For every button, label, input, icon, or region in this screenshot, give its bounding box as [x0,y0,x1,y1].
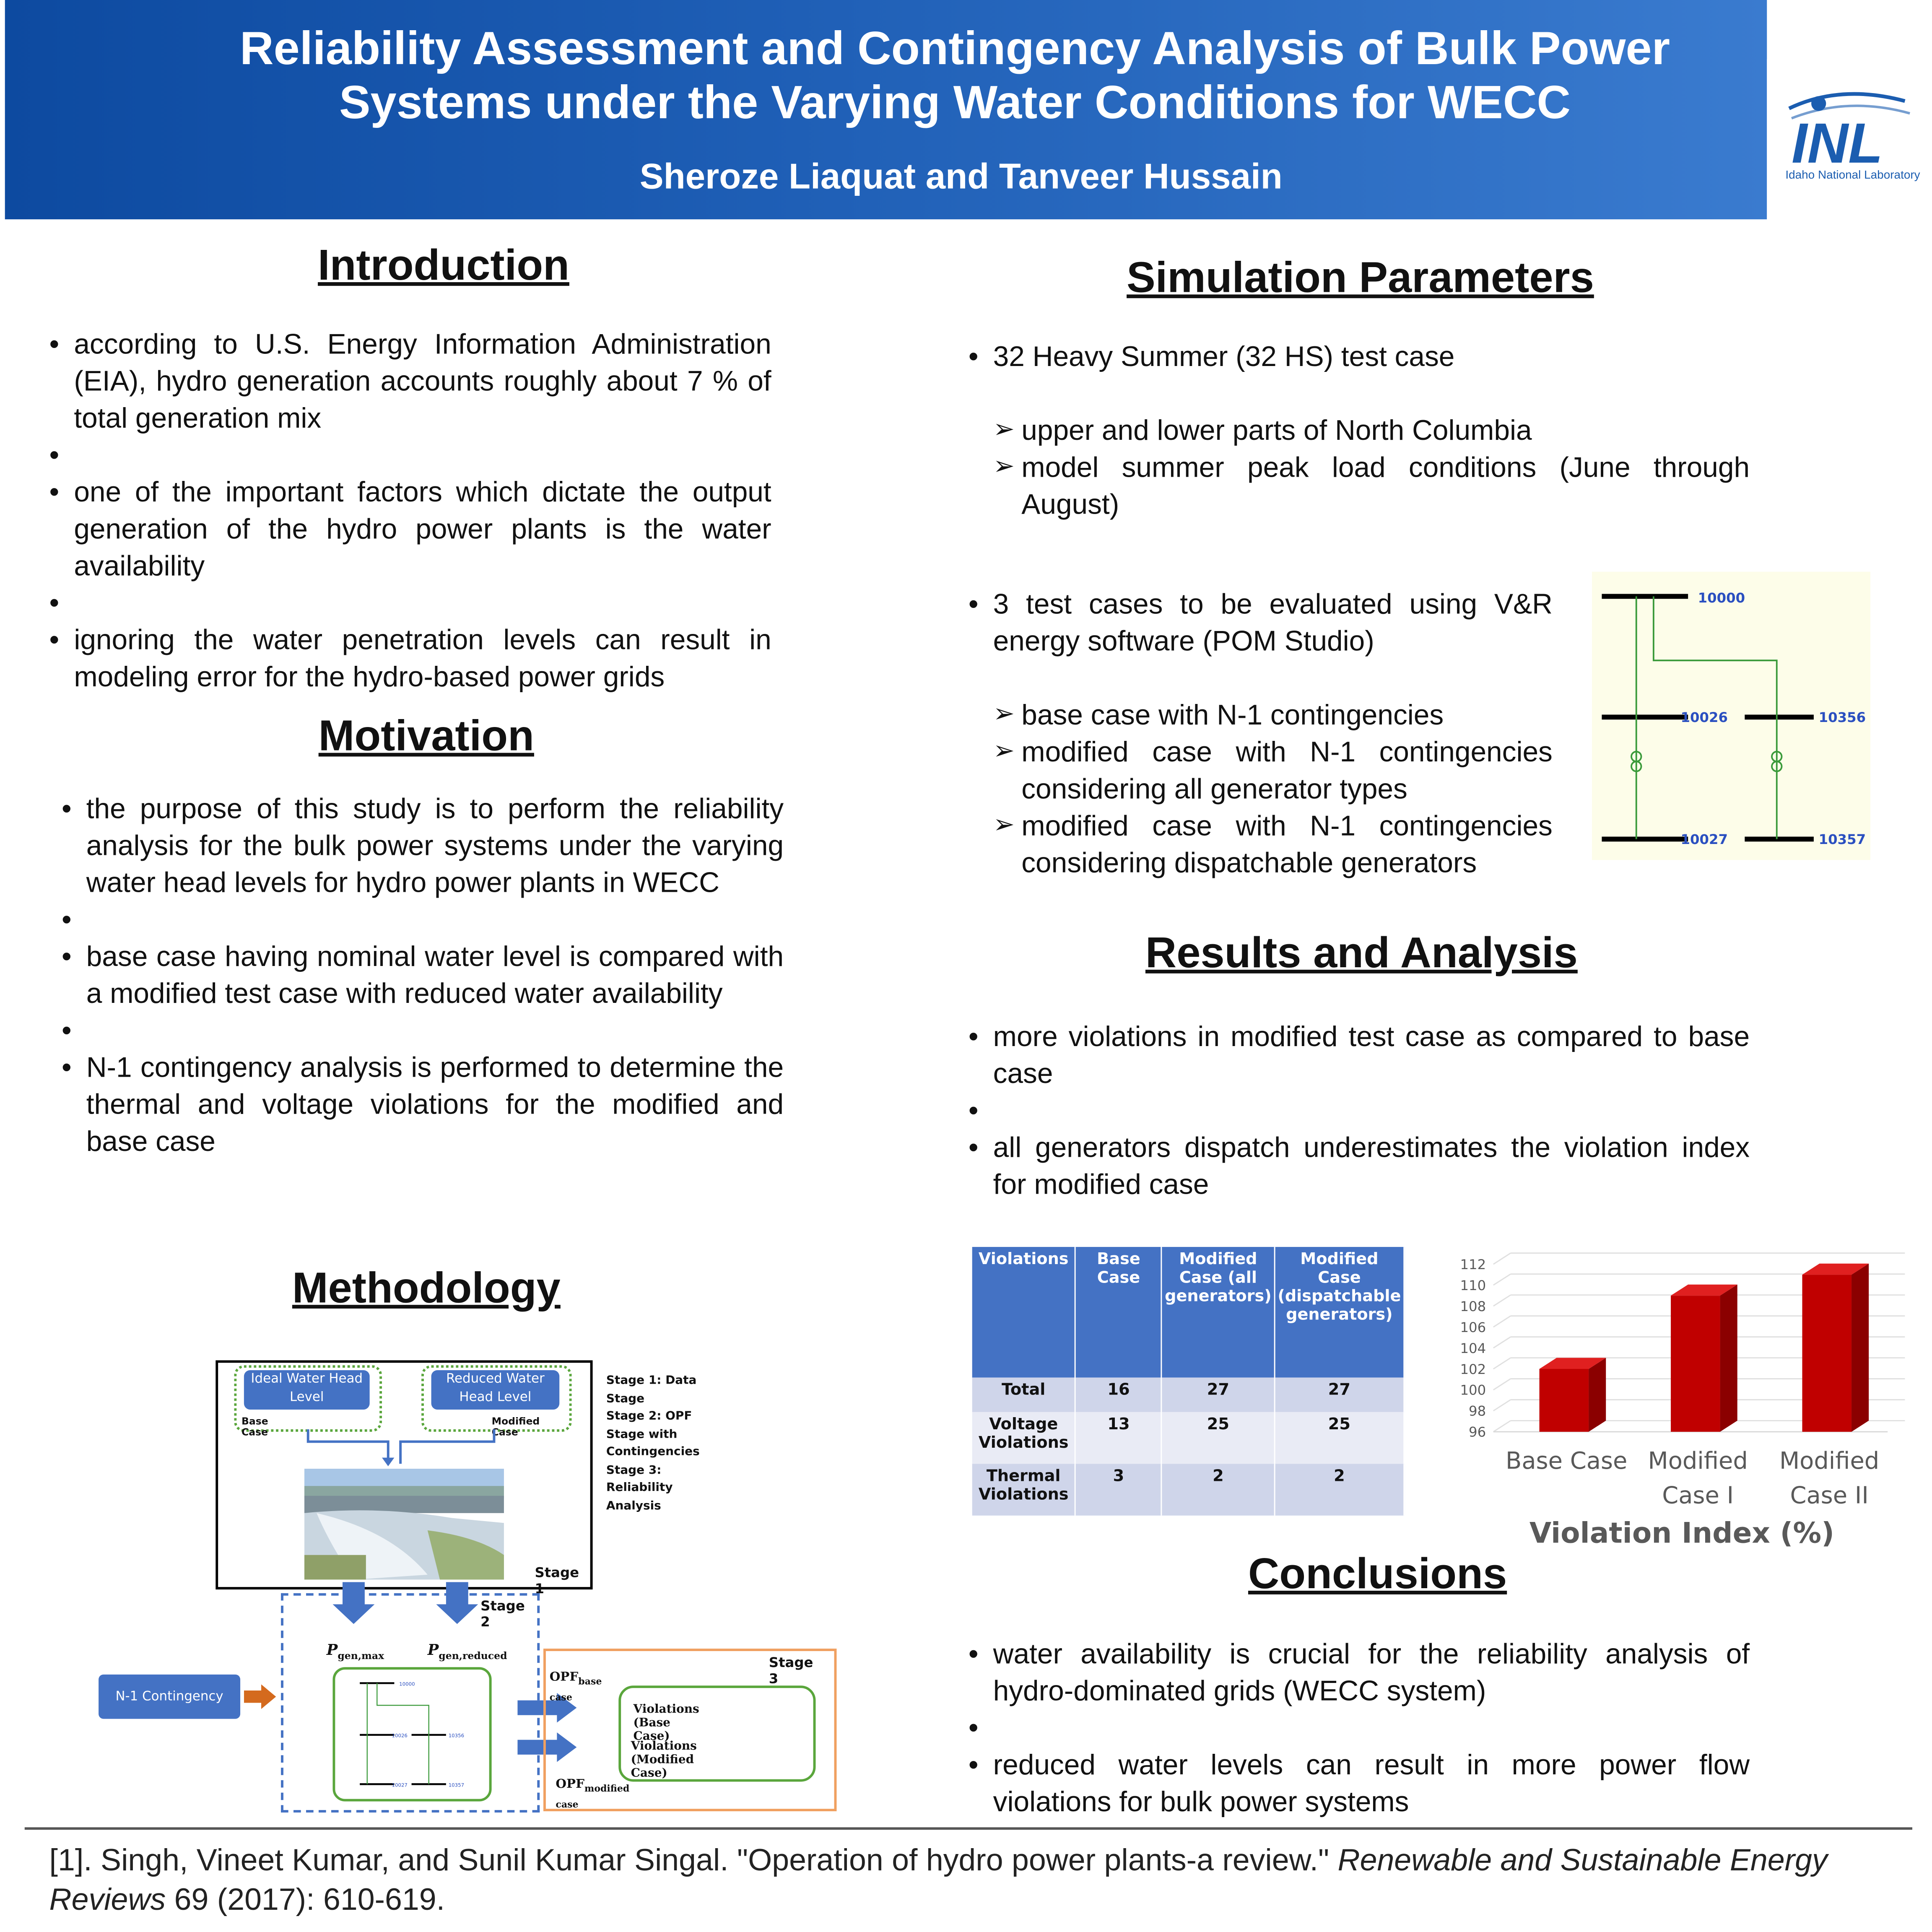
pgen-max-label: $P_{gen,max}$ [326,1641,384,1662]
inl-logo [1767,59,1932,219]
list-item: • according to U.S. Energy Information Administration (EIA), hydro generation accounts roughly about 7 % of total generation mix [49,325,771,436]
modified-case-label: Modified Case [491,1415,540,1438]
table-row: Voltage Violations 13 25 25 [972,1412,1404,1464]
conclusions-heading: Conclusions [1248,1550,1507,1598]
grid-line [1493,1379,1511,1390]
bus-label: 10027 [1680,831,1728,848]
table-header-row [972,1247,1404,1378]
y-tick-label: 100 [1460,1382,1486,1398]
list-item: • one of the important factors which dictate the output generation of the hydro power plants is the water availability [49,473,771,584]
authors: Sheroze Liaquat and Tanveer Hussain [639,158,1283,197]
stage1-label: Stage 1 [535,1565,579,1597]
grid-line [1493,1420,1511,1431]
results-list [969,1018,1750,1202]
y-tick-label: 110 [1460,1277,1486,1293]
grid-line [1493,1295,1511,1306]
violation-index-chart [1429,1230,1922,1516]
bar-side [1852,1264,1869,1432]
grid-line [1493,1253,1511,1264]
grid-line [1493,1400,1511,1410]
violations-modified-label: Violations (Modified Case) [631,1740,697,1781]
table-header: Violations [972,1247,1075,1378]
table-row: Thermal Violations 3 2 2 [972,1464,1404,1515]
motivation-list [62,790,784,1160]
list-item: • 32 Heavy Summer (32 HS) test case ➢ upper and lower parts of North Columbia ➢ model summer peak load conditions (June through August) [969,338,1750,522]
y-tick-label: 106 [1460,1319,1486,1335]
sub-list-item: ➢ base case with N-1 contingencies [993,696,1553,733]
dam-photo [304,1469,504,1579]
mini-network-diagram [348,1673,478,1792]
reduced-water-box: Reduced Water Head Level [431,1370,560,1410]
stage-list-item: Stage 3: Reliability Analysis [606,1463,673,1513]
network-one-line-diagram [1592,572,1870,860]
list-item: • more violations in modified test case as compared to base case [969,1018,1750,1091]
bar [1540,1369,1589,1432]
footer-divider [25,1827,1912,1830]
svg-text:10026: 10026 [392,1732,408,1739]
inl-logo-icon [1767,59,1932,182]
opf-modified-label: $OPF_{modified case}$ [556,1778,630,1810]
svg-text:10356: 10356 [448,1732,465,1739]
list-item: • N-1 contingency analysis is performed to determine the thermal and voltage violations for the modified and base case [62,1049,784,1159]
poster-title [0,22,1910,131]
base-case-label: Base Case [242,1415,268,1438]
svg-text:10027: 10027 [392,1782,408,1788]
sub-list [993,412,1750,522]
violations-table [972,1247,1405,1516]
ideal-water-box: Ideal Water Head Level [244,1370,370,1410]
simulation-list-1 [969,338,1750,522]
bar [1802,1275,1852,1432]
grid-line [1493,1337,1511,1348]
bus-label: 10000 [1698,590,1745,606]
list-item: • ignoring the water penetration levels can result in modeling error for the hydro-based power grids [49,621,771,695]
n1-contingency-box: N-1 Contingency [99,1675,240,1719]
sub-list-item: ➢ modified case with N-1 contingencies considering all generator types [993,733,1553,807]
svg-text:10357: 10357 [448,1782,465,1788]
introduction-heading: Introduction [318,242,569,290]
sub-list-item: ➢ upper and lower parts of North Columbia [993,412,1750,449]
simulation-list-2 [969,585,1553,881]
conclusions-list [969,1635,1750,1820]
grid-line [1493,1274,1511,1285]
connector-lines [216,1360,597,1471]
y-tick-label: 108 [1460,1298,1486,1314]
x-tick-label: Modified [1648,1447,1748,1475]
list-item: • water availability is crucial for the reliability analysis of hydro-dominated grids (WECC system) [969,1635,1750,1709]
logo-subtitle: Idaho National Laboratory [1785,169,1920,182]
table-header: Modified Case (dispatchable generators) [1275,1247,1404,1378]
methodology-heading: Methodology [292,1264,561,1312]
grid-line [1493,1358,1511,1369]
x-tick-label: Modified [1779,1447,1880,1475]
motivation-heading: Motivation [318,712,534,761]
sub-list [993,696,1553,881]
violations-base-label: Violations (Base Case) [633,1703,699,1744]
title-line-2: Systems under the Varying Water Conditions for WECC [339,78,1571,130]
list-item: • base case having nominal water level is compared with a modified test case with reduced water availability [62,937,784,1011]
stage-list-item: Stage 2: OPF Stage with Contingencies [606,1409,700,1459]
x-tick-label: Base Case [1506,1447,1628,1475]
x-tick-label: Case I [1662,1482,1734,1509]
bus-label: 10357 [1818,831,1866,848]
bus-label: 10356 [1818,709,1866,726]
y-tick-label: 98 [1469,1403,1486,1419]
reference: [1]. Singh, Vineet Kumar, and Sunil Kumar Singal. "Operation of hydro power plants-a review." Renewable and Sustainable Energy Reviews 69 (2017): 610-619. [49,1843,1828,1917]
introduction-list [49,325,771,695]
svg-text:10000: 10000 [399,1681,415,1687]
opf-base-label: $OPF_{base case}$ [549,1671,602,1703]
bar-side [1589,1358,1606,1432]
table-header: Modified Case (all generators) [1162,1247,1275,1378]
bus-label: 10026 [1680,709,1728,726]
results-heading: Results and Analysis [1145,929,1578,977]
list-item: • 3 test cases to be evaluated using V&R energy software (POM Studio) ➢ base case with N-1 contingencies ➢ modified case with N-1 contingencies considering all generator types ➢ modified case with N-1 contingencies considering dispatchable generators [969,585,1553,881]
list-item: • reduced water levels can result in more power flow violations for bulk power systems [969,1746,1750,1820]
x-tick-label: Case II [1790,1482,1869,1509]
y-tick-label: 104 [1460,1340,1486,1356]
stage-list-item: Stage 1: Data Stage [606,1374,697,1405]
list-item: • the purpose of this study is to perform the reliability analysis for the bulk power systems under the varying water head levels for hydro power plants in WECC [62,790,784,901]
table-row: Total 16 27 27 [972,1378,1404,1412]
y-tick-label: 96 [1469,1424,1486,1440]
simulation-heading: Simulation Parameters [1127,254,1594,302]
pgen-reduced-label: $P_{gen,reduced}$ [427,1641,507,1662]
title-line-1: Reliability Assessment and Contingency Analysis of Bulk Power [240,23,1670,75]
table-header: Base Case [1075,1247,1162,1378]
stage-list [606,1373,700,1516]
bar [1671,1296,1720,1432]
stage2-label: Stage 2 [480,1598,525,1631]
y-tick-label: 112 [1460,1256,1486,1272]
sub-list-item: ➢ model summer peak load conditions (June through August) [993,449,1750,522]
n1-arrow [244,1684,276,1709]
chart-title: Violation Index (%) [1529,1518,1835,1550]
y-tick-label: 102 [1460,1361,1486,1377]
grid-line [1493,1316,1511,1327]
sub-list-item: ➢ modified case with N-1 contingencies considering dispatchable generators [993,807,1553,881]
list-item: • all generators dispatch underestimates the violation index for modified case [969,1129,1750,1202]
logo-wordmark: INL [1792,111,1883,175]
stage3-label: Stage 3 [769,1654,813,1687]
bar-side [1720,1285,1737,1432]
